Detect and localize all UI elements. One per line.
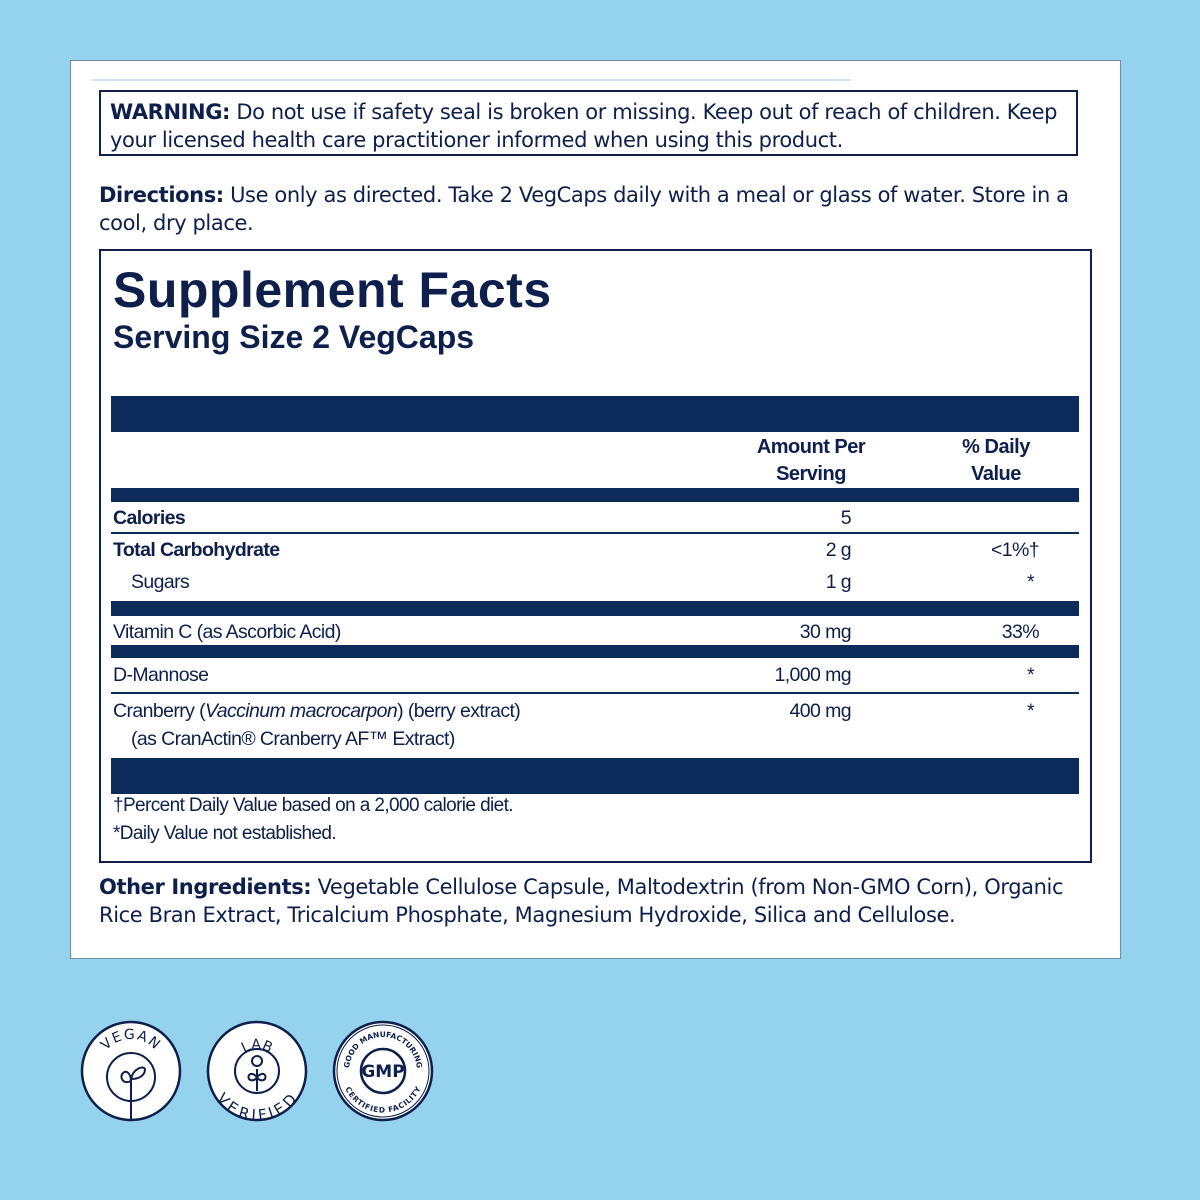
- svg-text:LAB: LAB: [238, 1036, 275, 1057]
- row-amount: 5: [840, 507, 851, 529]
- row-amount: 1 g: [825, 571, 851, 593]
- row-amount: 400 mg: [789, 700, 851, 722]
- directions-text: Use only as directed. Take 2 VegCaps daily with a meal or glass of water. Store in a cool, dry place.: [99, 183, 1069, 235]
- row-dv: *: [1027, 700, 1034, 722]
- footer-band: [111, 758, 1079, 794]
- daily-value-header: [941, 434, 1051, 488]
- dv-header-line1: % Daily: [962, 436, 1030, 458]
- row-name: Calories: [113, 507, 186, 529]
- amount-per-serving-header: [741, 434, 881, 488]
- divider-line: [111, 532, 1079, 534]
- other-ingredients-label: Other Ingredients:: [99, 875, 312, 899]
- section-band: [111, 601, 1079, 616]
- directions: [99, 181, 1089, 237]
- row-dv: 33%: [1001, 621, 1039, 643]
- facts-title: Supplement Facts: [113, 262, 552, 318]
- warning-box: [99, 90, 1078, 156]
- row-name-line2: (as CranActin® Cranberry AF™ Extract): [131, 728, 455, 750]
- other-ingredients: [99, 873, 1099, 929]
- amount-header-line1: Amount Per: [756, 436, 866, 458]
- svg-text:GOOD MANUFACTURING: GOOD MANUFACTURING: [342, 1029, 424, 1069]
- svg-text:GMP: GMP: [361, 1062, 405, 1082]
- serving-size: Serving Size 2 VegCaps: [113, 319, 475, 355]
- svg-text:VEGAN: VEGAN: [97, 1026, 164, 1054]
- amount-header-line2: Serving: [776, 463, 846, 485]
- directions-label: Directions:: [99, 183, 224, 207]
- row-name: Sugars: [131, 571, 190, 593]
- row-dv: *: [1027, 571, 1034, 593]
- footnote-dagger: †Percent Daily Value based on a 2,000 calorie diet.: [113, 795, 513, 816]
- row-amount: 1,000 mg: [774, 664, 851, 686]
- row-name: D-Mannose: [113, 664, 209, 686]
- row-amount: 2 g: [825, 539, 851, 561]
- supplement-facts-panel: [99, 249, 1092, 863]
- svg-text:VERIFIED: VERIFIED: [212, 1089, 301, 1123]
- row-dv: <1%†: [990, 539, 1039, 561]
- row-amount: 30 mg: [799, 621, 851, 643]
- header-band-bottom: [111, 488, 1079, 502]
- name-italic: Vaccinum macrocarpon: [205, 700, 398, 722]
- dv-header-line2: Value: [971, 463, 1021, 485]
- row-name: Vitamin C (as Ascorbic Acid): [113, 621, 341, 643]
- footnote-asterisk: *Daily Value not established.: [113, 823, 337, 844]
- warning-label: WARNING:: [110, 100, 231, 124]
- vegan-badge-icon: [79, 1019, 183, 1123]
- warning-text: Do not use if safety seal is broken or missing. Keep out of reach of children. Keep your licensed health care practitioner informed when using this product.: [110, 100, 1058, 152]
- gmp-badge-icon: [331, 1019, 435, 1123]
- row-name: [113, 700, 520, 723]
- row-name: Total Carbohydrate: [113, 539, 280, 561]
- divider-line: [111, 692, 1079, 694]
- name-prefix: Cranberry (: [113, 700, 206, 722]
- label-panel: [71, 61, 1120, 958]
- name-suffix: ) (berry extract): [397, 700, 521, 722]
- lab-verified-badge-icon: [205, 1019, 309, 1123]
- row-dv: *: [1027, 664, 1034, 686]
- header-band-top: [111, 396, 1079, 432]
- other-ingredients-text: Vegetable Cellulose Capsule, Maltodextrin (from Non-GMO Corn), Organic Rice Bran Extract, Tricalcium Phosphate, Magnesium Hydroxide, Silica and Cellulose.: [99, 875, 1064, 927]
- section-band: [111, 645, 1079, 658]
- svg-text:CERTIFIED FACILITY: CERTIFIED FACILITY: [343, 1085, 423, 1115]
- top-divider: [91, 79, 851, 81]
- certification-badges: [79, 1019, 435, 1123]
